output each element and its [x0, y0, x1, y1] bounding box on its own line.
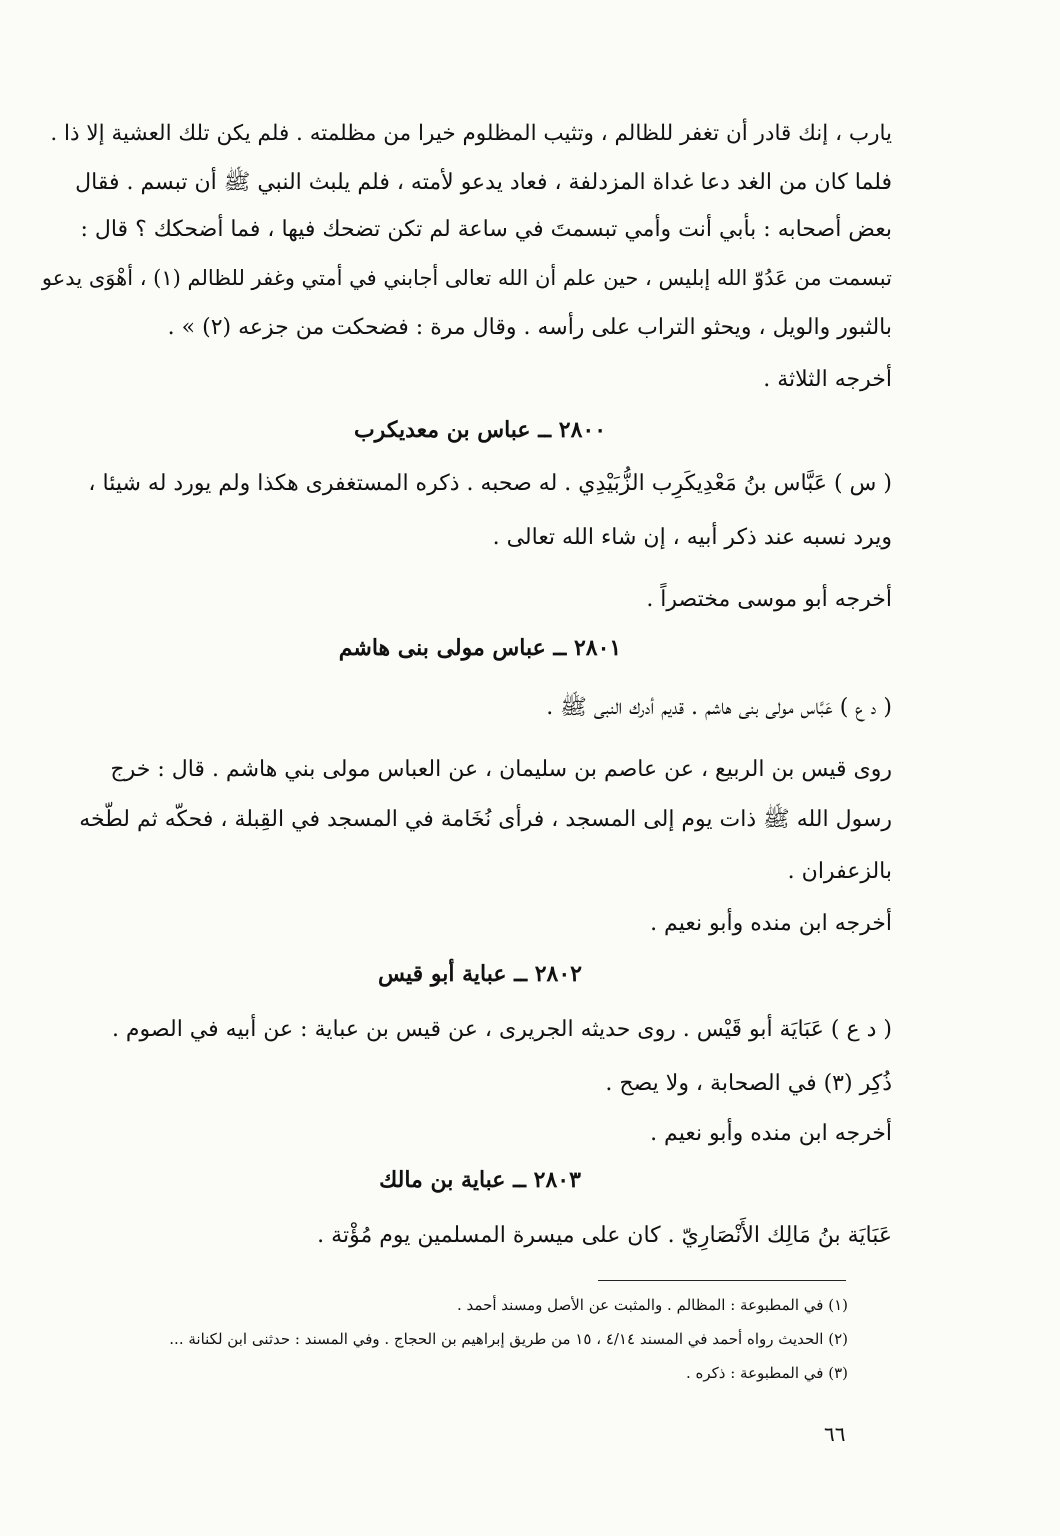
- entry-line: ويرد نسبه عند ذكر أبيه ، إن شاء الله تعالى .: [492, 525, 892, 550]
- entry-heading: ٢٨٠٢ ــ عباية أبو قيس: [378, 961, 582, 987]
- footnote: (٢) الحديث رواه أحمد في المسند ٤/١٤ ، ١٥ من طريق إبراهيم بن الحجاج . وفي المسند : حدثنى ابن لكنانة ...: [169, 1330, 848, 1348]
- entry-heading: ٢٨٠٠ ــ عباس بن معديكرب: [353, 417, 607, 443]
- footnote-separator: [598, 1280, 846, 1281]
- paragraph-line: يارب ، إنك قادر أن تغفر للظالم ، وتثيب المظلوم خيرا من مظلمته . فلم يكن تلك العشية إلا ذا .: [50, 121, 892, 146]
- entry-heading: ٢٨٠٣ ــ عباية بن مالك: [379, 1167, 581, 1193]
- paragraph-line: تبسمت من عَدُوّ الله إبليس ، حين علم أن الله تعالى أجابني في أمتي وغفر للظالم (١) ، أهْوَى يدعو: [41, 266, 892, 290]
- source-line: أخرجه أبو موسى مختصراً .: [646, 587, 892, 612]
- entry-line: ( د ع ) عَبَّاس مولى بنى هاشم . قديم أدرك النبى ﷺ .: [546, 695, 892, 720]
- paragraph-line: بعض أصحابه : بأبي أنت وأمي تبسمتَ في ساعة لم تكن تضحك فيها ، فما أضحكك ؟ قال :: [80, 217, 892, 242]
- footnote: (٣) في المطبوعة : ذكره .: [685, 1364, 848, 1382]
- entry-line: بالزعفران .: [787, 859, 892, 884]
- source-line: أخرجه ابن منده وأبو نعيم .: [650, 911, 892, 936]
- entry-line: ( س ) عَبَّاس بنُ مَعْدِيكَرِب الزُّبَيْدِي . له صحبه . ذكره المستغفرى هكذا ولم يورد له شيئا ،: [88, 471, 892, 496]
- source-line: أخرجه الثلاثة .: [763, 367, 892, 392]
- entry-line: ذُكِر (٣) في الصحابة ، ولا يصح .: [605, 1071, 892, 1096]
- footnote: (١) في المطبوعة : المظالم . والمثبت عن الأصل ومسند أحمد .: [457, 1296, 848, 1314]
- paragraph-line: فلما كان من الغد دعا غداة المزدلفة ، فعاد يدعو لأمته ، فلم يلبث النبي ﷺ أن تبسم . فقال: [75, 170, 892, 195]
- entry-line: ( د ع ) عَبَايَة أبو قَيْس . روى حديثه الجريرى ، عن قيس بن عباية : عن أبيه في الصوم .: [111, 1017, 892, 1042]
- paragraph-line: بالثبور والويل ، ويحثو التراب على رأسه . وقال مرة : فضحكت من جزعه (٢) » .: [167, 315, 892, 340]
- entry-line: روى قيس بن الربيع ، عن عاصم بن سليمان ، عن العباس مولى بني هاشم . قال : خرج: [110, 757, 892, 782]
- page-number: ٦٦: [824, 1422, 846, 1446]
- entry-heading: ٢٨٠١ ــ عباس مولى بنى هاشم: [338, 635, 622, 661]
- entry-line: رسول الله ﷺ ذات يوم إلى المسجد ، فرأى نُخَامة في المسجد في القِبلة ، فحكّه ثم لطّخه: [79, 807, 892, 832]
- entry-line: عَبَايَة بنُ مَالِك الأَنْصَارِيّ . كان على ميسرة المسلمين يوم مُؤْتة .: [317, 1223, 892, 1248]
- source-line: أخرجه ابن منده وأبو نعيم .: [650, 1121, 892, 1146]
